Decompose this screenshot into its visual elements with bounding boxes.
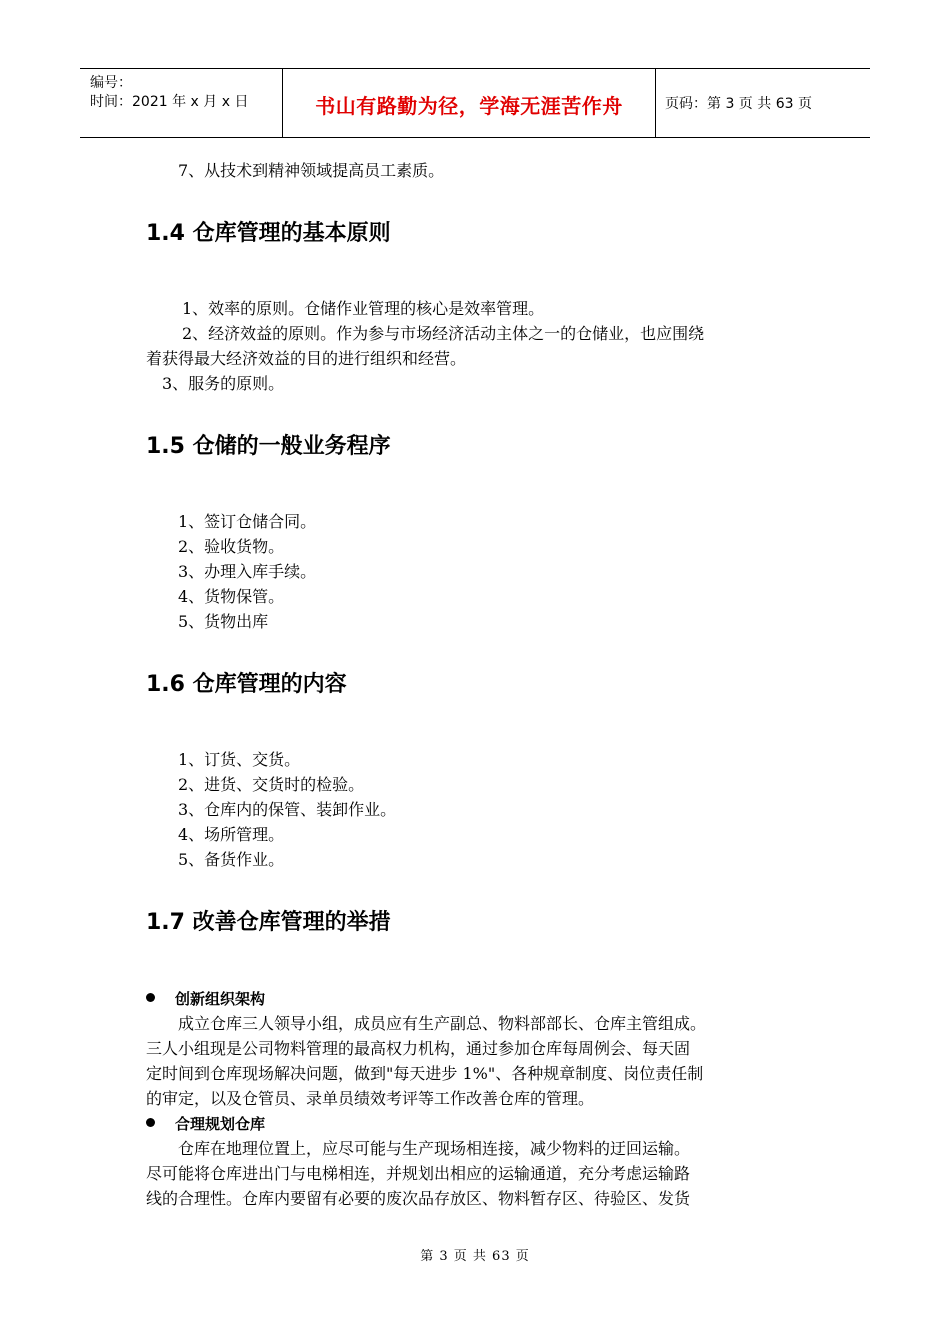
- bullet-label: 合理规划仓库: [175, 1115, 266, 1133]
- principle-line: 3、服务的原则。: [162, 374, 285, 393]
- bullet-dot-icon: [146, 993, 155, 1002]
- page-footer: 第 3 页 共 63 页: [420, 1249, 530, 1264]
- list-item: 4、货物保管。: [178, 587, 285, 606]
- list-item: 4、场所管理。: [178, 825, 285, 844]
- header-page-cell: [655, 69, 870, 137]
- principle-line: 1、效率的原则。仓储作业管理的核心是效率管理。: [182, 299, 545, 318]
- paragraph-line: 成立仓库三人领导小组，成员应有生产副总、物料部部长、仓库主管组成。: [178, 1014, 707, 1033]
- bullet-dot-icon: [146, 1118, 155, 1127]
- paragraph-line: 线的合理性。仓库内要留有必要的废次品存放区、物料暂存区、待验区、发货: [146, 1189, 691, 1208]
- paragraph-line: 仓库在地理位置上，应尽可能与生产现场相连接，减少物料的迂回运输。: [178, 1139, 691, 1158]
- list-item: 5、货物出库: [178, 612, 269, 631]
- list-item: 2、进货、交货时的检验。: [178, 775, 365, 794]
- list-item: 1、签订仓储合同。: [178, 512, 317, 531]
- bullet-item: [146, 1113, 265, 1134]
- heading-1-6: 1.6 仓库管理的内容: [146, 672, 347, 697]
- header-motto-cell: [282, 69, 656, 137]
- header-meta: [80, 69, 282, 137]
- list-item: 3、办理入库手续。: [178, 562, 317, 581]
- date-label: 时间：2021 年 x 月 x 日: [90, 94, 249, 110]
- principle-line: 着获得最大经济效益的目的进行组织和经营。: [146, 349, 467, 368]
- intro-line: 7、从技术到精神领域提高员工素质。: [178, 161, 445, 180]
- number-label: 编号：: [90, 75, 132, 91]
- motto: 书山有路勤为径，学海无涯苦作舟: [315, 94, 623, 118]
- list-item: 3、仓库内的保管、装卸作业。: [178, 800, 397, 819]
- bullet-label: 创新组织架构: [175, 990, 266, 1008]
- list-item: 5、备货作业。: [178, 850, 285, 869]
- paragraph-line: 三人小组现是公司物料管理的最高权力机构，通过参加仓库每周例会、每天固: [146, 1039, 691, 1058]
- heading-1-5: 1.5 仓储的一般业务程序: [146, 434, 391, 459]
- paragraph-line: 尽可能将仓库进出门与电梯相连，并规划出相应的运输通道，充分考虑运输路: [146, 1164, 691, 1183]
- heading-1-7: 1.7 改善仓库管理的举措: [146, 910, 391, 935]
- paragraph-line: 的审定，以及仓管员、录单员绩效考评等工作改善仓库的管理。: [146, 1089, 595, 1108]
- list-item: 2、验收货物。: [178, 537, 285, 556]
- bullet-item: [146, 988, 265, 1009]
- heading-1-4: 1.4 仓库管理的基本原则: [146, 221, 391, 246]
- header-page-label: 页码：第 3 页 共 63 页: [665, 96, 812, 112]
- page-header: [80, 68, 870, 138]
- paragraph-line: 定时间到仓库现场解决问题，做到"每天进步 1%"、各种规章制度、岗位责任制: [146, 1064, 704, 1083]
- list-item: 1、订货、交货。: [178, 750, 301, 769]
- principle-line: 2、经济效益的原则。作为参与市场经济活动主体之一的仓储业，也应围绕: [182, 324, 705, 343]
